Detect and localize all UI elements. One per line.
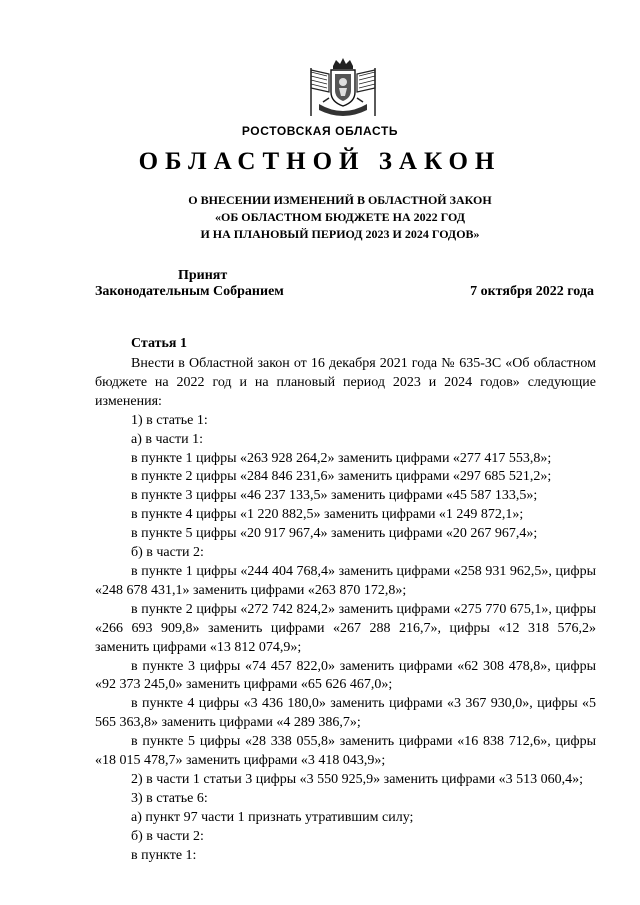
paragraph: Внести в Областной закон от 16 декабря 2021 года № 635-ЗС «Об областном бюджете на 2022 год и на плановый период 2023 и 2024 годов» следующие изменения: [95, 356, 596, 409]
article-body [95, 355, 596, 865]
coat-of-arms-icon [305, 58, 381, 118]
paragraph: в пункте 1: [131, 847, 197, 863]
article-heading: Статья 1 [131, 336, 187, 351]
paragraph: б) в части 2: [131, 828, 204, 844]
paragraph: а) пункт 97 части 1 признать утратившим силу; [131, 809, 414, 825]
adopting-body: Законодательным Собранием [95, 284, 284, 299]
adoption-date: 7 октября 2022 года [470, 284, 594, 299]
paragraph: в пункте 1 цифры «244 404 768,4» заменить цифрами «258 931 962,5», цифры «248 678 431,1» заменить цифрами «263 870 172,8»; [95, 563, 596, 598]
paragraph: 2) в части 1 статьи 3 цифры «3 550 925,9» заменить цифрами «3 513 060,4»; [131, 771, 583, 787]
title-line: О ВНЕСЕНИИ ИЗМЕНЕНИЙ В ОБЛАСТНОЙ ЗАКОН [188, 193, 492, 207]
paragraph: в пункте 4 цифры «3 436 180,0» заменить цифрами «3 367 930,0», цифры «5 565 363,8» заменить цифрами «4 289 386,7»; [95, 696, 596, 731]
paragraph: в пункте 3 цифры «74 457 822,0» заменить цифрами «62 308 478,8», цифры «92 373 245,0» заменить цифрами «65 626 467,0»; [95, 658, 596, 693]
document-type: ОБЛАСТНОЙ ЗАКОН [138, 148, 502, 175]
paragraph: в пункте 4 цифры «1 220 882,5» заменить цифрами «1 249 872,1»; [131, 507, 524, 523]
paragraph: в пункте 2 цифры «272 742 824,2» заменить цифрами «275 770 675,1», цифры «266 693 909,8» заменить цифрами «267 288 216,7», цифры «12 318 576,2» заменить цифрами «13 812 074,9»; [95, 601, 596, 655]
paragraph: в пункте 1 цифры «263 928 264,2» заменить цифрами «277 417 553,8»; [131, 450, 552, 466]
paragraph: а) в части 1: [131, 431, 203, 447]
paragraph: в пункте 5 цифры «28 338 055,8» заменить цифрами «16 838 712,6», цифры «18 015 478,7» заменить цифрами «3 418 043,9»; [95, 734, 596, 769]
paragraph: в пункте 5 цифры «20 917 967,4» заменить цифрами «20 267 967,4»; [131, 526, 538, 542]
paragraph: 1) в статье 1: [131, 412, 208, 428]
paragraph: 3) в статье 6: [131, 790, 208, 806]
paragraph: в пункте 3 цифры «46 237 133,5» заменить цифрами «45 587 133,5»; [131, 488, 538, 504]
paragraph: б) в части 2: [131, 545, 204, 561]
region-name: РОСТОВСКАЯ ОБЛАСТЬ [241, 124, 399, 138]
title-line: И НА ПЛАНОВЫЙ ПЕРИОД 2023 И 2024 ГОДОВ» [200, 227, 480, 241]
document-title [0, 192, 640, 243]
paragraph: в пункте 2 цифры «284 846 231,6» заменить цифрами «297 685 521,2»; [131, 469, 552, 485]
accepted-label: Принят [178, 268, 228, 283]
title-line: «ОБ ОБЛАСТНОМ БЮДЖЕТЕ НА 2022 ГОД [215, 210, 465, 224]
